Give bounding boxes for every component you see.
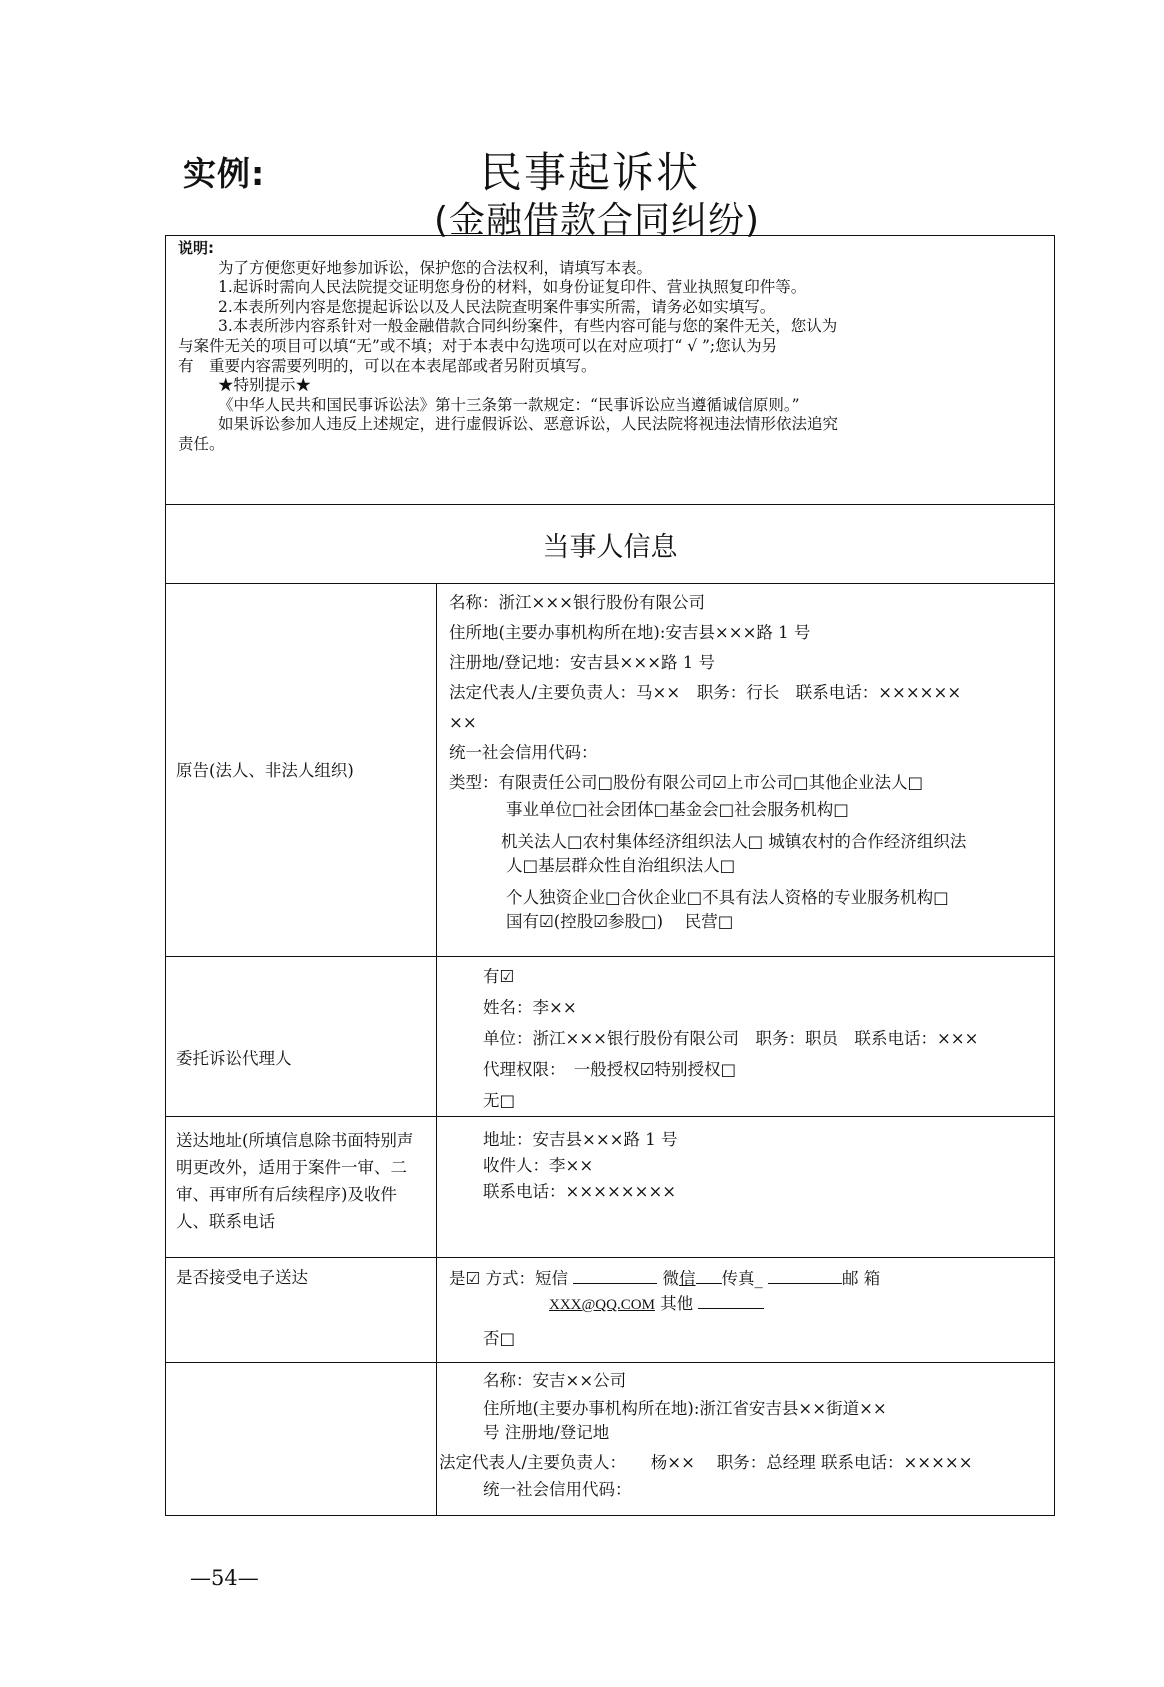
wechat-label-b: 信 — [679, 1269, 696, 1288]
plaintiff-type-line: 机关法人□农村集体经济组织法人□ 城镇农村的合作经济组织法 — [501, 832, 967, 851]
document-title: 民事起诉状 — [480, 148, 701, 197]
other-label: 其他 — [660, 1294, 694, 1313]
service-address-label: 送达地址(所填信息除书面特别声明更改外，适用于案件一审、二审、再审所有后续程序)及收件人、联系电话 — [166, 1117, 437, 1258]
sms-blank[interactable] — [573, 1269, 657, 1284]
service-address: 地址：安吉县×××路 1 号 — [483, 1130, 678, 1149]
example-label: 实例: — [183, 154, 266, 193]
email-label: 邮 箱 — [842, 1269, 881, 1288]
plaintiff-type-line: 事业单位□社会团体□基金会□社会服务机构□ — [506, 800, 849, 819]
defendant-row — [166, 1363, 1055, 1516]
plaintiff-name: 名称：浙江×××银行股份有限公司 — [449, 593, 705, 612]
notes-line: 3.本表所涉内容系针对一般金融借款合同纠纷案件，有些内容可能与您的案件无关，您认为 — [218, 317, 838, 336]
email-value: XXX@QQ.COM — [549, 1297, 655, 1313]
plaintiff-type-line: 类型：有限责任公司□股份有限公司☑上市公司□其他企业法人□ — [449, 773, 924, 792]
plaintiff-residence: 住所地(主要办事机构所在地):安吉县×××路 1 号 — [449, 623, 811, 642]
agent-row — [166, 957, 1055, 1117]
notes-line: 有 重要内容需要列明的，可以在本表尾部或者另附页填写。 — [178, 356, 597, 375]
defendant-residence: 住所地(主要办事机构所在地):浙江省安吉县××街道×× — [483, 1399, 887, 1418]
notes-label: 说明: — [178, 239, 214, 257]
agent-name: 姓名：李×× — [483, 998, 577, 1017]
e-delivery-label: 是否接受电子送达 — [166, 1258, 437, 1363]
section-title: 当事人信息 — [166, 505, 1055, 584]
plaintiff-type-line: 个人独资企业□合伙企业□不具有法人资格的专业服务机构□ — [506, 888, 949, 907]
plaintiff-type-line: 人□基层群众性自治组织法人□ — [506, 856, 736, 875]
e-delivery-yes-checkbox[interactable]: 是☑ — [449, 1269, 481, 1288]
notes-line: 如果诉讼参加人违反上述规定，进行虚假诉讼、恶意诉讼，人民法院将视违法情形依法追究 — [218, 415, 839, 434]
agent-label: 委托诉讼代理人 — [166, 957, 437, 1117]
plaintiff-credit-code: 统一社会信用代码： — [449, 743, 598, 762]
notes-line: 责任。 — [178, 434, 225, 453]
defendant-legal-rep: 法定代表人/主要负责人： 杨×× 职务：总经理 联系电话：××××× — [439, 1453, 973, 1472]
fax-label: 传真_ — [721, 1269, 763, 1288]
agent-unit: 单位：浙江×××银行股份有限公司 职务：职员 联系电话：××× — [483, 1029, 979, 1048]
notes-line: 与案件无关的项目可以填“无”或不填；对于本表中勾选项可以在对应项打“ √ ”;您认为另 — [178, 336, 778, 355]
complaint-form-table — [165, 235, 1055, 1516]
e-delivery-details — [437, 1258, 1055, 1363]
service-address-row — [166, 1117, 1055, 1258]
defendant-label — [166, 1363, 437, 1516]
notes-line: 《中华人民共和国民事诉讼法》第十三条第一款规定：“民事诉讼应当遵循诚信原则。” — [218, 395, 800, 414]
defendant-credit-code: 统一社会信用代码： — [483, 1480, 632, 1499]
agent-authority: 代理权限： 一般授权☑特别授权□ — [483, 1060, 737, 1079]
fax-blank[interactable] — [768, 1269, 842, 1284]
service-phone: 联系电话：×××××××× — [483, 1182, 677, 1201]
plaintiff-label: 原告(法人、非法人组织) — [166, 584, 437, 957]
agent-has-checkbox[interactable]: 有☑ — [483, 967, 515, 986]
plaintiff-legal-rep: 法定代表人/主要负责人：马×× 职务：行长 联系电话：×××××× — [449, 683, 962, 702]
notes-line: 为了方便您更好地参加诉讼，保护您的合法权利，请填写本表。 — [218, 258, 653, 277]
special-notice-heading: ★特别提示★ — [218, 376, 312, 395]
plaintiff-legal-rep-cont: ×× — [449, 713, 477, 732]
wechat-blank[interactable] — [696, 1269, 722, 1284]
defendant-name: 名称：安吉××公司 — [483, 1371, 627, 1390]
plaintiff-ownership: 国有☑(控股☑参股□) 民营□ — [506, 912, 734, 931]
service-recipient: 收件人：李×× — [483, 1156, 594, 1175]
section-header-row — [166, 505, 1055, 584]
notes-line: 2.本表所列内容是您提起诉讼以及人民法院查明案件事实所需，请务必如实填写。 — [218, 297, 776, 316]
defendant-details — [437, 1363, 1055, 1516]
plaintiff-registered: 注册地/登记地：安吉县×××路 1 号 — [449, 653, 716, 672]
e-delivery-no-checkbox[interactable]: 否□ — [483, 1329, 516, 1348]
document-subtitle: (金融借款合同纠纷) — [434, 200, 761, 241]
notes-cell — [166, 236, 1055, 505]
defendant-residence-cont: 号 注册地/登记地 — [483, 1423, 610, 1442]
wechat-label-a: 微 — [662, 1269, 680, 1288]
plaintiff-details — [437, 584, 1055, 957]
agent-none-checkbox[interactable]: 无□ — [483, 1091, 516, 1110]
plaintiff-row — [166, 584, 1055, 957]
notes-row — [166, 236, 1055, 505]
page-number: —54— — [190, 1566, 259, 1590]
other-blank[interactable] — [698, 1294, 764, 1309]
e-delivery-row — [166, 1258, 1055, 1363]
service-address-details — [437, 1117, 1055, 1258]
agent-details — [437, 957, 1055, 1117]
e-delivery-method-sms: 方式：短信 — [485, 1269, 569, 1288]
notes-line: 1.起诉时需向人民法院提交证明您身份的材料，如身份证复印件、营业执照复印件等。 — [218, 278, 807, 297]
